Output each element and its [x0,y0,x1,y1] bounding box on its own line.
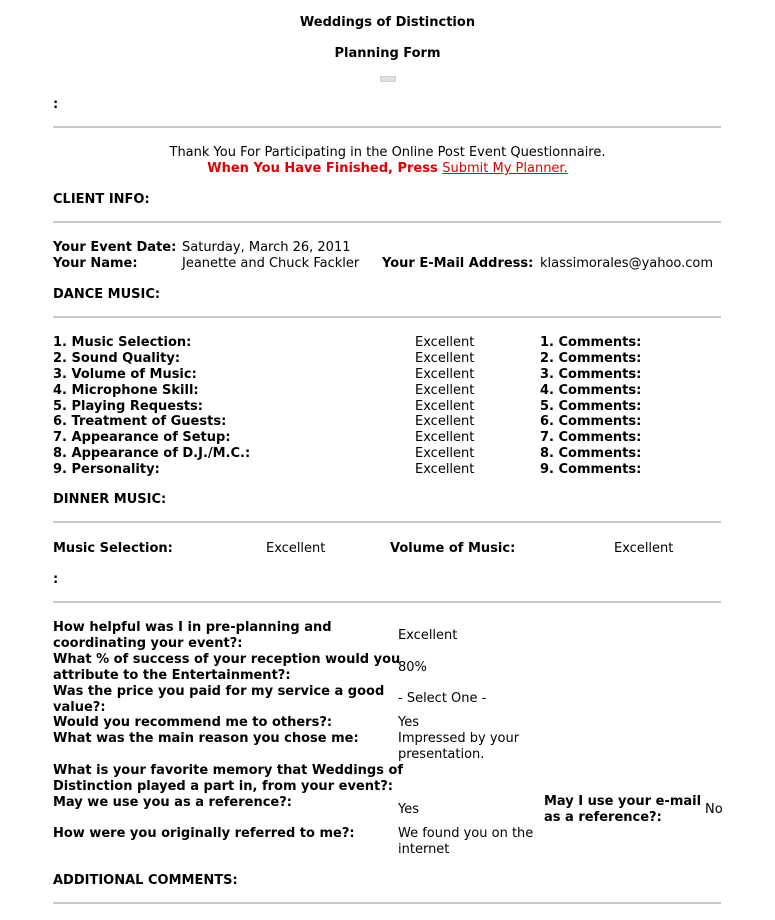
dance-item-rating: Excellent [415,399,475,414]
dance-item-label: 5. Playing Requests: [53,399,203,414]
divider [53,126,721,128]
question-favorite-memory-line2: Distinction played a part in, from your event?: [53,779,393,794]
dance-item-comment: 5. Comments: [540,399,642,414]
email-value: klassimorales@yahoo.com [540,256,714,271]
client-info-heading: CLIENT INFO: [53,192,150,207]
dance-item-rating: Excellent [415,367,475,382]
finish-instruction [0,161,775,177]
event-date-label: Your Event Date: [53,240,177,255]
dance-item-rating: Excellent [415,446,475,461]
dance-item-rating: Excellent [415,430,475,445]
answer-main-reason-line2: presentation. [398,747,485,762]
divider-image [380,76,396,82]
answer-recommend: Yes [398,715,419,730]
dinner-music-selection-value: Excellent [266,541,326,556]
dance-item-rating: Excellent [415,462,475,477]
name-value: Jeanette and Chuck Fackler [182,256,360,271]
dinner-volume-label: Volume of Music: [390,541,516,556]
dance-item-label: 1. Music Selection: [53,335,192,350]
question-referral-source: How were you originally referred to me?: [53,826,355,841]
dance-item-label: 6. Treatment of Guests: [53,414,227,429]
dance-item-comment: 8. Comments: [540,446,642,461]
dance-item-label: 9. Personality: [53,462,160,477]
dance-item-rating: Excellent [415,351,475,366]
name-label: Your Name: [53,256,138,271]
divider [53,221,721,223]
dinner-volume-value: Excellent [614,541,674,556]
answer-referral-source-line2: internet [398,842,450,857]
company-title: Weddings of Distinction [299,15,476,30]
question-success-percent-line2: attribute to the Entertainment?: [53,668,291,683]
question-price-value: Was the price you paid for my service a good [53,684,385,699]
dance-item-label: 7. Appearance of Setup: [53,430,231,445]
dance-music-heading: DANCE MUSIC: [53,287,161,302]
question-email-reference-line2: as a reference?: [544,810,662,825]
dance-item-comment: 6. Comments: [540,414,642,429]
header-colon-label: : [53,97,59,112]
question-price-value-line2: value?: [53,700,106,715]
divider [53,902,721,904]
dance-item-label: 8. Appearance of D.J./M.C.: [53,446,251,461]
dance-item-comment: 1. Comments: [540,335,642,350]
divider [53,601,721,603]
submit-planner-link[interactable]: Submit My Planner. [442,161,568,176]
question-preplanning-line2: coordinating your event?: [53,636,243,651]
dance-item-comment: 3. Comments: [540,367,642,382]
question-preplanning: How helpful was I in pre-planning and [53,620,332,635]
answer-reference: Yes [398,802,419,817]
divider [53,316,721,318]
dance-item-comment: 7. Comments: [540,430,642,445]
dance-item-comment: 4. Comments: [540,383,642,398]
answer-email-reference: No [705,802,723,817]
form-title: Planning Form [334,46,441,61]
question-reference: May we use you as a reference?: [53,795,292,810]
answer-success-percent: 80% [398,660,427,675]
question-recommend: Would you recommend me to others?: [53,715,333,730]
dance-item-label: 2. Sound Quality: [53,351,181,366]
answer-preplanning: Excellent [398,628,458,643]
dance-item-label: 3. Volume of Music: [53,367,197,382]
dance-item-rating: Excellent [415,383,475,398]
dance-item-rating: Excellent [415,414,475,429]
dinner-music-selection-label: Music Selection: [53,541,173,556]
dance-item-label: 4. Microphone Skill: [53,383,199,398]
dinner-colon-label: : [53,572,59,587]
finish-prefix: When You Have Finished, Press [207,161,443,176]
additional-comments-heading: ADDITIONAL COMMENTS: [53,873,238,888]
dance-item-comment: 9. Comments: [540,462,642,477]
dinner-music-heading: DINNER MUSIC: [53,492,167,507]
dance-item-rating: Excellent [415,335,475,350]
question-main-reason: What was the main reason you chose me: [53,731,359,746]
dance-item-comment: 2. Comments: [540,351,642,366]
answer-main-reason: Impressed by your [398,731,520,746]
email-label: Your E-Mail Address: [382,256,534,271]
question-favorite-memory: What is your favorite memory that Weddings of [53,763,404,778]
question-success-percent: What % of success of your reception would you [53,652,401,667]
answer-referral-source: We found you on the [398,826,534,841]
thank-you-text: Thank You For Participating in the Online Post Event Questionnaire. [169,145,606,160]
event-date-value: Saturday, March 26, 2011 [182,240,351,255]
question-email-reference: May I use your e-mail [544,794,702,809]
divider [53,521,721,523]
answer-price-value: - Select One - [398,691,487,706]
